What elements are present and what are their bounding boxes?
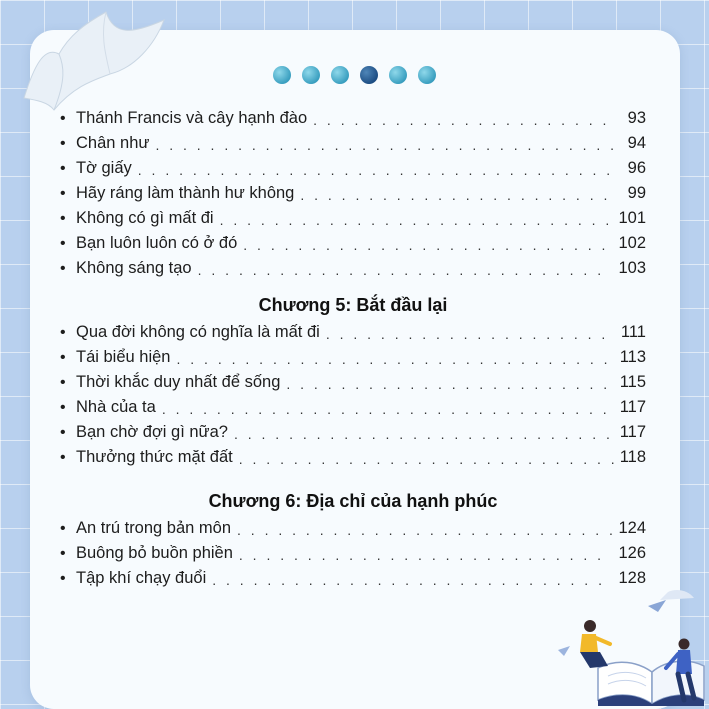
bullet: • bbox=[60, 110, 66, 127]
toc-entry[interactable] bbox=[60, 106, 646, 131]
toc-entry[interactable] bbox=[60, 370, 646, 395]
reading-people-illustration bbox=[548, 588, 708, 709]
bullet: • bbox=[60, 160, 66, 177]
toc-entry[interactable] bbox=[60, 420, 646, 445]
toc-entry[interactable] bbox=[60, 181, 646, 206]
entry-title: Thời khắc duy nhất để sống bbox=[76, 373, 281, 391]
toc-entry[interactable] bbox=[60, 516, 646, 541]
page-dot[interactable] bbox=[389, 66, 407, 84]
page-dot[interactable] bbox=[418, 66, 436, 84]
toc-entry[interactable] bbox=[60, 131, 646, 156]
entry-page: 102 bbox=[618, 234, 646, 252]
dot-leader bbox=[239, 448, 614, 470]
entry-page: 99 bbox=[627, 184, 646, 202]
dot-leader bbox=[138, 159, 614, 181]
dot-leader bbox=[176, 348, 613, 370]
bullet: • bbox=[60, 374, 66, 391]
dot-leader bbox=[162, 398, 614, 420]
entry-page: 111 bbox=[620, 323, 646, 341]
entry-title: Nhà của ta bbox=[76, 398, 156, 416]
bullet: • bbox=[60, 324, 66, 341]
toc-entry[interactable] bbox=[60, 320, 646, 345]
entry-title: Không sáng tạo bbox=[76, 259, 192, 277]
entry-page: 124 bbox=[618, 519, 646, 537]
page-dot-active[interactable] bbox=[360, 66, 378, 84]
entry-title: Buông bỏ buồn phiền bbox=[76, 544, 233, 562]
dot-leader bbox=[313, 109, 614, 131]
entry-title: Thánh Francis và cây hạnh đào bbox=[76, 109, 308, 127]
entry-title: Hãy ráng làm thành hư không bbox=[76, 184, 295, 202]
dot-leader bbox=[155, 134, 614, 156]
bullet: • bbox=[60, 449, 66, 466]
toc-entry[interactable] bbox=[60, 156, 646, 181]
entry-page: 126 bbox=[618, 544, 646, 562]
toc-entry[interactable] bbox=[60, 541, 646, 566]
bullet: • bbox=[60, 570, 66, 587]
pagination-dots bbox=[0, 66, 709, 84]
bullet: • bbox=[60, 235, 66, 252]
entry-page: 94 bbox=[627, 134, 646, 152]
toc-entry[interactable] bbox=[60, 231, 646, 256]
dot-leader bbox=[234, 423, 614, 445]
dot-leader bbox=[326, 323, 614, 345]
entry-page: 117 bbox=[619, 398, 646, 416]
entry-page: 96 bbox=[627, 159, 646, 177]
toc-entry[interactable] bbox=[60, 206, 646, 231]
dot-leader bbox=[300, 184, 614, 206]
page-dot[interactable] bbox=[331, 66, 349, 84]
entry-page: 101 bbox=[618, 209, 646, 227]
bullet: • bbox=[60, 260, 66, 277]
entry-title: Tái biểu hiện bbox=[76, 348, 171, 366]
bullet: • bbox=[60, 210, 66, 227]
entry-page: 128 bbox=[618, 569, 646, 587]
bullet: • bbox=[60, 424, 66, 441]
bullet: • bbox=[60, 349, 66, 366]
entry-title: Qua đời không có nghĩa là mất đi bbox=[76, 323, 320, 341]
paper-sheet-icon bbox=[14, 6, 174, 116]
dot-leader bbox=[286, 373, 613, 395]
entry-page: 117 bbox=[619, 423, 646, 441]
entry-page: 103 bbox=[618, 259, 646, 277]
table-of-contents bbox=[60, 106, 646, 591]
dot-leader bbox=[198, 259, 613, 281]
entry-title: Tập khí chạy đuổi bbox=[76, 569, 207, 587]
entry-page: 118 bbox=[619, 448, 646, 466]
chapter-heading: Chương 5: Bắt đầu lại bbox=[258, 295, 448, 315]
entry-title: Không có gì mất đi bbox=[76, 209, 214, 227]
dot-leader bbox=[243, 234, 612, 256]
bullet: • bbox=[60, 185, 66, 202]
dot-leader bbox=[239, 544, 613, 566]
entry-title: An trú trong bản môn bbox=[76, 519, 232, 537]
entry-page: 113 bbox=[619, 348, 646, 366]
entry-title: Thưởng thức mặt đất bbox=[76, 448, 233, 466]
bullet: • bbox=[60, 399, 66, 416]
toc-entry[interactable] bbox=[60, 445, 646, 470]
entry-title: Tờ giấy bbox=[76, 159, 132, 177]
entry-title: Chân như bbox=[76, 134, 150, 152]
entry-title: Bạn chờ đợi gì nữa? bbox=[76, 423, 228, 441]
bullet: • bbox=[60, 135, 66, 152]
dot-leader bbox=[220, 209, 613, 231]
toc-entry[interactable] bbox=[60, 256, 646, 281]
dot-leader bbox=[237, 519, 612, 541]
entry-title: Bạn luôn luôn có ở đó bbox=[76, 234, 238, 252]
page-dot[interactable] bbox=[273, 66, 291, 84]
toc-entry[interactable] bbox=[60, 395, 646, 420]
bullet: • bbox=[60, 520, 66, 537]
page-dot[interactable] bbox=[302, 66, 320, 84]
entry-page: 115 bbox=[619, 373, 646, 391]
entry-page: 93 bbox=[627, 109, 646, 127]
chapter-heading: Chương 6: Địa chỉ của hạnh phúc bbox=[208, 491, 498, 511]
bullet: • bbox=[60, 545, 66, 562]
toc-entry[interactable] bbox=[60, 345, 646, 370]
